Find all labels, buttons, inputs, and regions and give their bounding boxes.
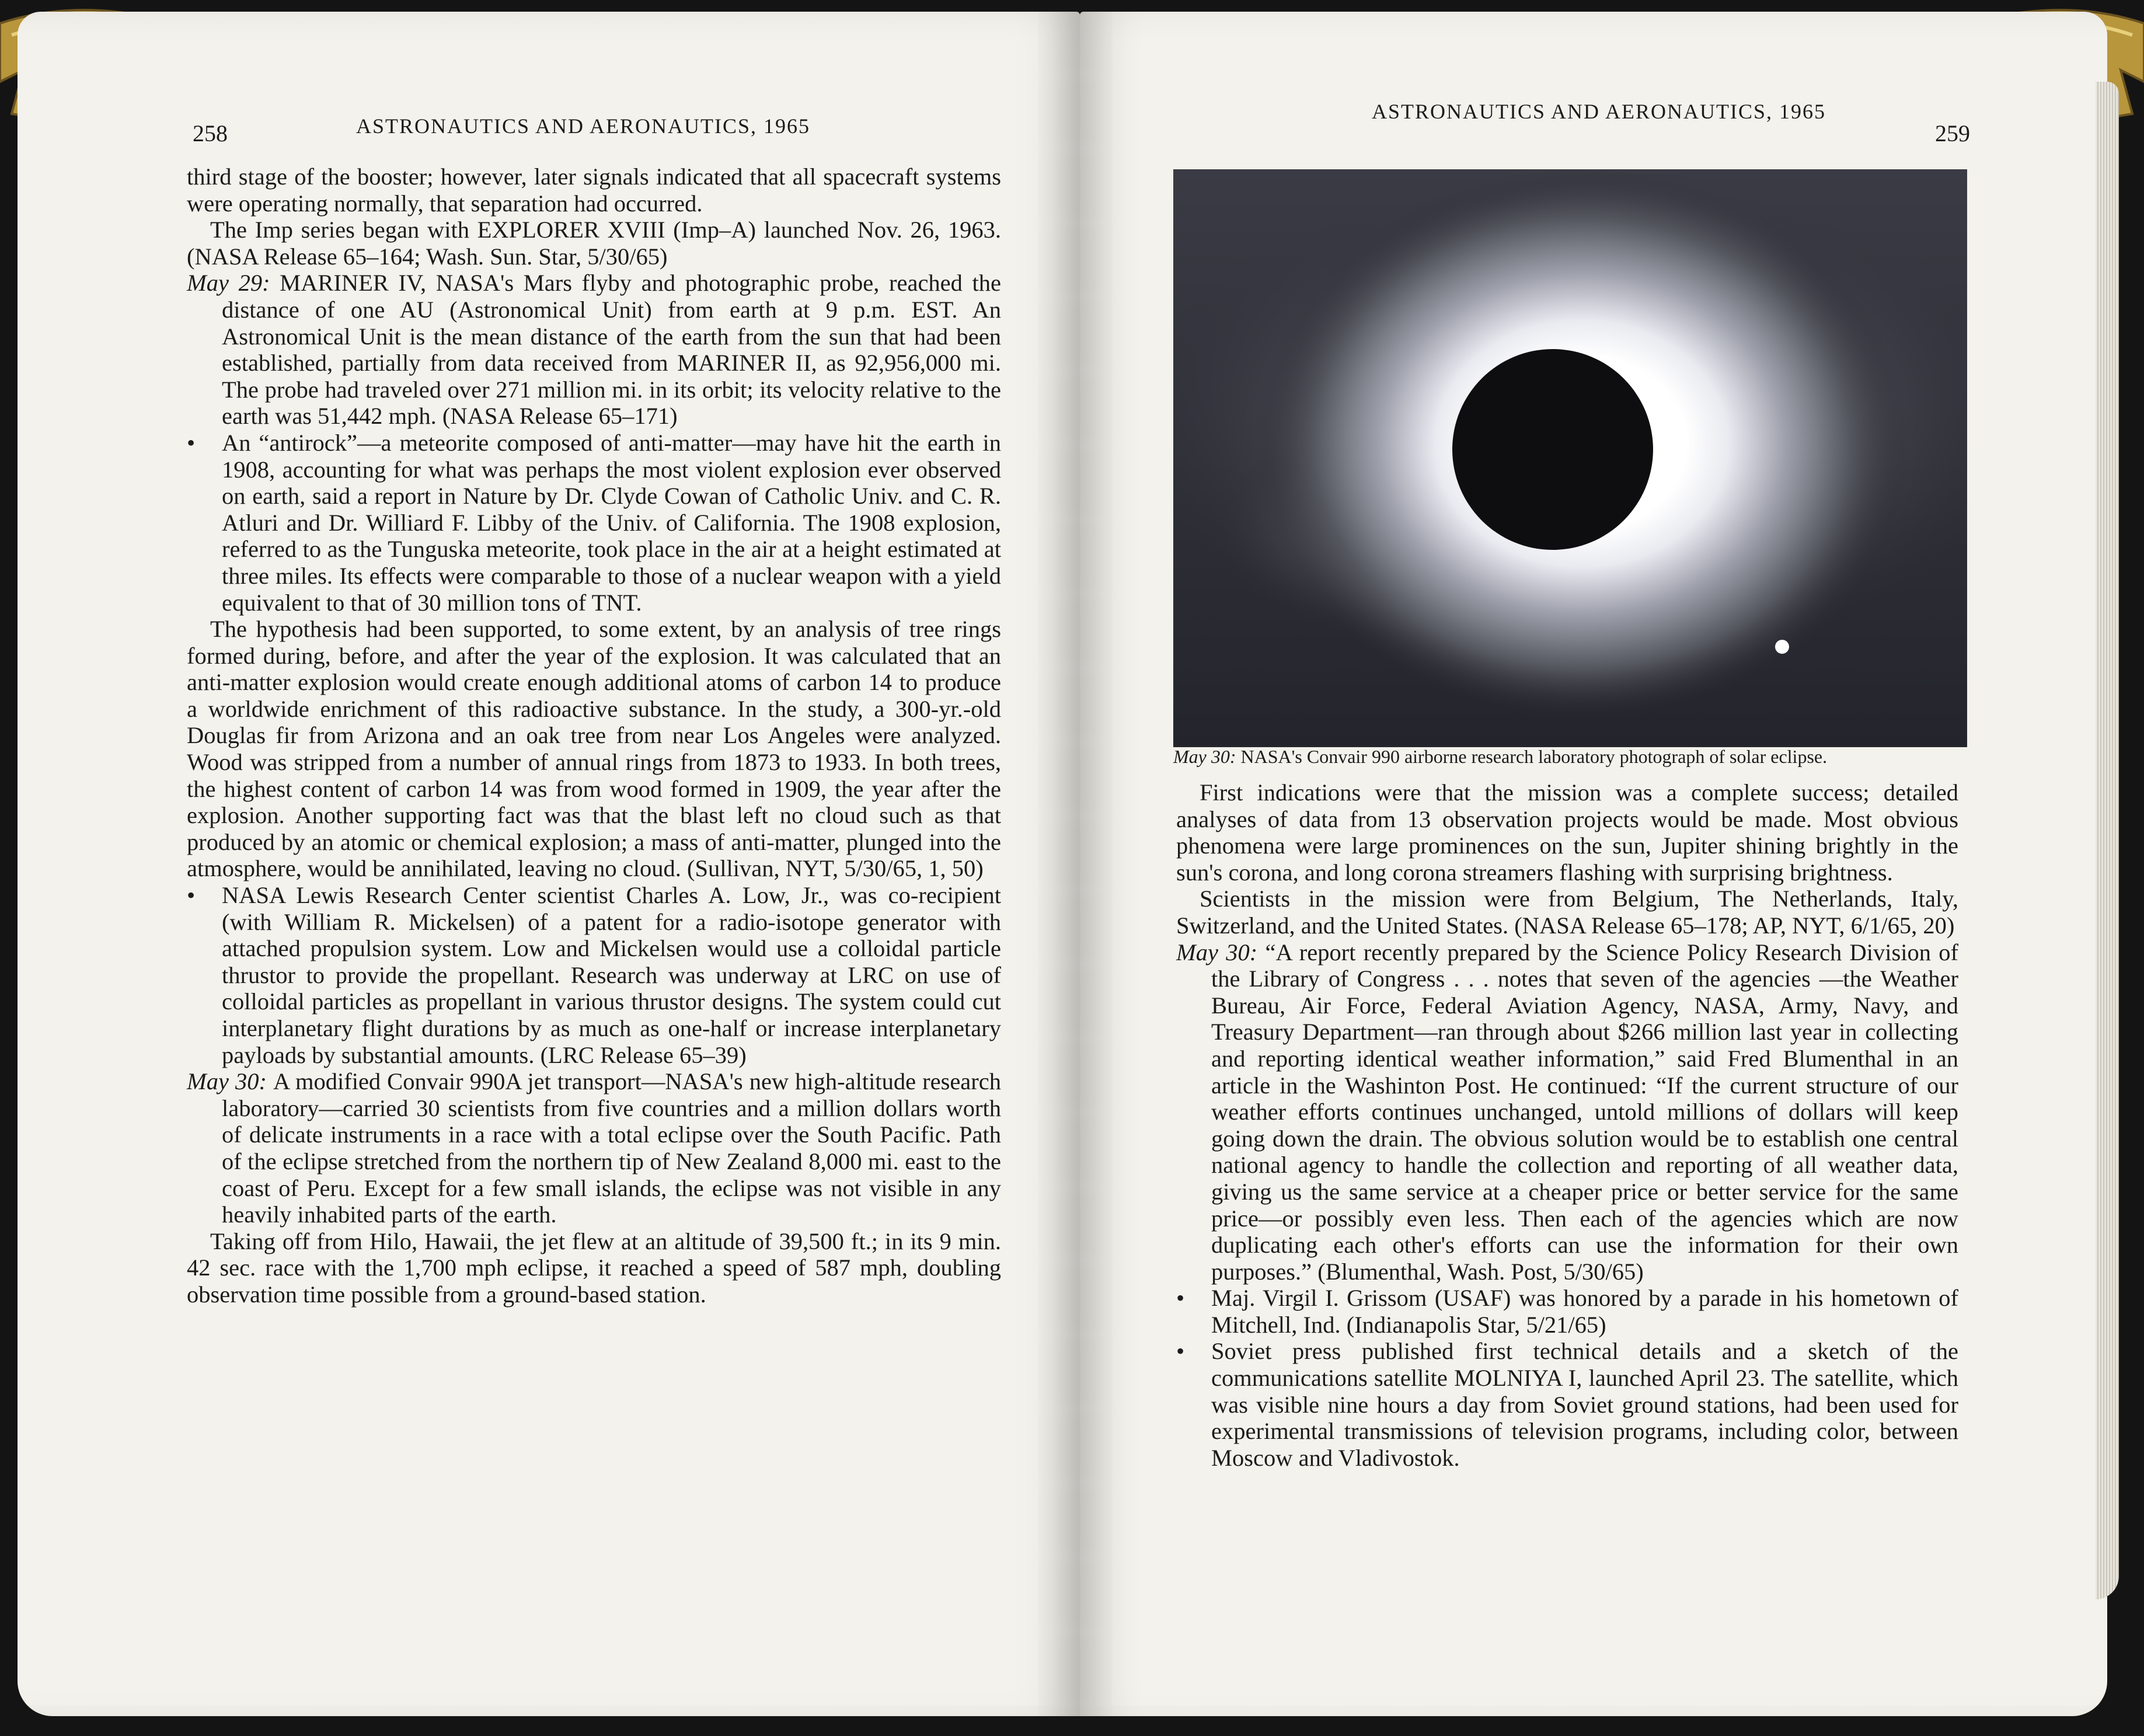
paragraph — [1176, 1285, 1958, 1338]
paragraph — [187, 270, 1001, 430]
caption-date: May 30: — [1173, 746, 1236, 767]
entry-date: May 29: — [187, 270, 280, 297]
paragraph-text: Soviet press published first technical details and a sketch of the communications satellite MOLNIYA I, launched April 23. The satellite, which was visible nine hours a day from Soviet ground stations, had been used for experimental transmissions of television programs, including color, between Moscow and Vladivostok. — [1211, 1338, 1958, 1471]
right-text-column — [1176, 779, 1958, 1471]
right-page-number: 259 — [1935, 120, 1970, 147]
paragraph — [187, 163, 1001, 217]
right-page — [1080, 12, 2107, 1716]
paragraph — [1176, 1338, 1958, 1471]
right-running-head: ASTRONAUTICS AND AERONAUTICS, 1965 — [1372, 100, 1826, 123]
paragraph — [1176, 886, 1958, 939]
paragraph-text: The hypothesis had been supported, to some extent, by an analysis of tree rings formed during, before, and after the year of the explosion. It was calculated that an anti-matter explosion would create enough additional atoms of carbon 14 to produce a worldwide enrichment of this radioactive substance. In the study, a 300-yr.-old Douglas fir from Arizona and an oak tree from near Los Angeles were analyzed. Wood was stripped from a number of annual rings from 1873 to 1933. In both trees, the highest content of carbon 14 was from wood formed in 1909, the year after the explosion. Another supporting fact was that the blast left no cloud such as that produced by an atomic or chemical explosion; a mass of anti-matter, plunged into the atmosphere, would be annihilated, leaving no cloud. (Sullivan, NYT, 5/30/65, 1, 50) — [187, 616, 1001, 882]
paragraph — [1176, 779, 1958, 886]
paragraph-text: MARINER IV, NASA's Mars flyby and photographic probe, reached the distance of one AU (Astronomical Unit) from earth at 9 p.m. EST. An Astronomical Unit is the mean distance of the earth from the sun that had been established, partially from data received from MARINER II, as 92,956,000 mi. The probe had traveled over 271 million mi. in its orbit; its velocity relative to the earth was 51,442 mph. (NASA Release 65–171) — [222, 270, 1001, 430]
bullet-icon: • — [187, 882, 196, 909]
paragraph — [187, 1228, 1001, 1308]
left-page-number: 258 — [193, 120, 228, 147]
paragraph — [187, 1068, 1001, 1228]
left-text-column — [187, 163, 1001, 1308]
jupiter-dot — [1775, 640, 1789, 654]
paragraph — [187, 616, 1001, 882]
paragraph-text: NASA Lewis Research Center scientist Charles A. Low, Jr., was co-recipient (with William R. Mickelsen) of a patent for a radio-isotope generator with attached propulsion system. Low and Mickelsen would use a colloidal particle thrustor to provide the propellant. Research was underway at LRC on use of colloidal particles as propellant in various thrustor designs. The system could cut interplanetary flight durations by as much as one-half or increase interplanetary payloads by substantial amounts. (LRC Release 65–39) — [222, 882, 1001, 1068]
paragraph-text: third stage of the booster; however, later signals indicated that all spacecraft systems were operating normally, that separation had occurred. — [187, 163, 1001, 217]
solar-eclipse-photo — [1173, 169, 1967, 747]
caption-text: NASA's Convair 990 airborne research laboratory photograph of solar eclipse. — [1240, 746, 1828, 767]
bullet-icon: • — [187, 429, 196, 456]
paragraph — [1176, 939, 1958, 1285]
entry-date: May 30: — [1176, 939, 1266, 965]
bullet-icon: • — [1176, 1338, 1185, 1365]
paragraph — [187, 430, 1001, 616]
paragraph-text: A modified Convair 990A jet transport—NASA's new high-altitude research laboratory—carried 30 scientists from five countries and a million dollars worth of delicate instruments in a race with a total eclipse over the South Pacific. Path of the eclipse stretched from the northern tip of New Zealand 8,000 mi. east to the coast of Peru. Except for a few small islands, the eclipse was not visible in any heavily inhabited parts of the earth. — [222, 1068, 1001, 1228]
entry-date: May 30: — [187, 1068, 273, 1095]
photo-caption — [1173, 746, 1979, 768]
paragraph-text: The Imp series began with EXPLORER XVIII (Imp–A) launched Nov. 26, 1963. (NASA Release 65–164; Wash. Sun. Star, 5/30/65) — [187, 217, 1001, 270]
paragraph — [187, 882, 1001, 1068]
paragraph-text: Maj. Virgil I. Grissom (USAF) was honored by a parade in his hometown of Mitchell, Ind. (Indianapolis Star, 5/21/65) — [1211, 1285, 1958, 1338]
paragraph-text: “A report recently prepared by the Science Policy Research Division of the Library of Congress . . . notes that seven of the agencies —the Weather Bureau, Air Force, Federal Aviation Agency, NASA, Army, Navy, and Treasury Department—ran through about $266 million last year in collecting and reporting identical weather information,” said Fred Blumenthal in an article in the Washinton Post. He continued: “If the current structure of our weather efforts continues unchanged, untold millions of dollars will keep going down the drain. The obvious solution would be to establish one central national agency to handle the collection and reporting of all weather data, giving us the same service at a cheaper price or better service for the same price—or possibly even less. Then each of the agencies which are now duplicating each other's efforts can use the information for their own purposes.” (Blumenthal, Wash. Post, 5/30/65) — [1211, 939, 1958, 1285]
paragraph-text: First indications were that the mission was a complete success; detailed analyses of data from 13 observation projects would be made. Most obvious phenomena were large prominences on the sun, Jupiter shining brightly in the sun's corona, and long corona streamers flashing with surprising brightness. — [1176, 779, 1958, 886]
page-edges — [2096, 82, 2119, 1599]
left-running-head: ASTRONAUTICS AND AERONAUTICS, 1965 — [356, 114, 811, 138]
left-page — [18, 12, 1080, 1716]
paragraph-text: An “antirock”—a meteorite composed of anti-matter—may have hit the earth in 1908, accounting for what was perhaps the most violent explosion ever observed on earth, said a report in Nature by Dr. Clyde Cowan of Catholic Univ. and C. R. Atluri and Dr. Williard F. Libby of the Univ. of California. The 1908 explosion, referred to as the Tunguska meteorite, took place in the air at a height estimated at three miles. Its effects were comparable to those of a nuclear weapon with a yield equivalent to that of 30 million tons of TNT. — [222, 429, 1001, 616]
bullet-icon: • — [1176, 1285, 1185, 1312]
paragraph-text: Taking off from Hilo, Hawaii, the jet flew at an altitude of 39,500 ft.; in its 9 min. 42 sec. race with the 1,700 mph eclipse, it reached a speed of 587 mph, doubling observation time possible from a ground-based station. — [187, 1228, 1001, 1308]
paragraph-text: Scientists in the mission were from Belgium, The Netherlands, Italy, Switzerland, and the United States. (NASA Release 65–178; AP, NYT, 6/1/65, 20) — [1176, 886, 1958, 939]
paragraph — [187, 217, 1001, 270]
